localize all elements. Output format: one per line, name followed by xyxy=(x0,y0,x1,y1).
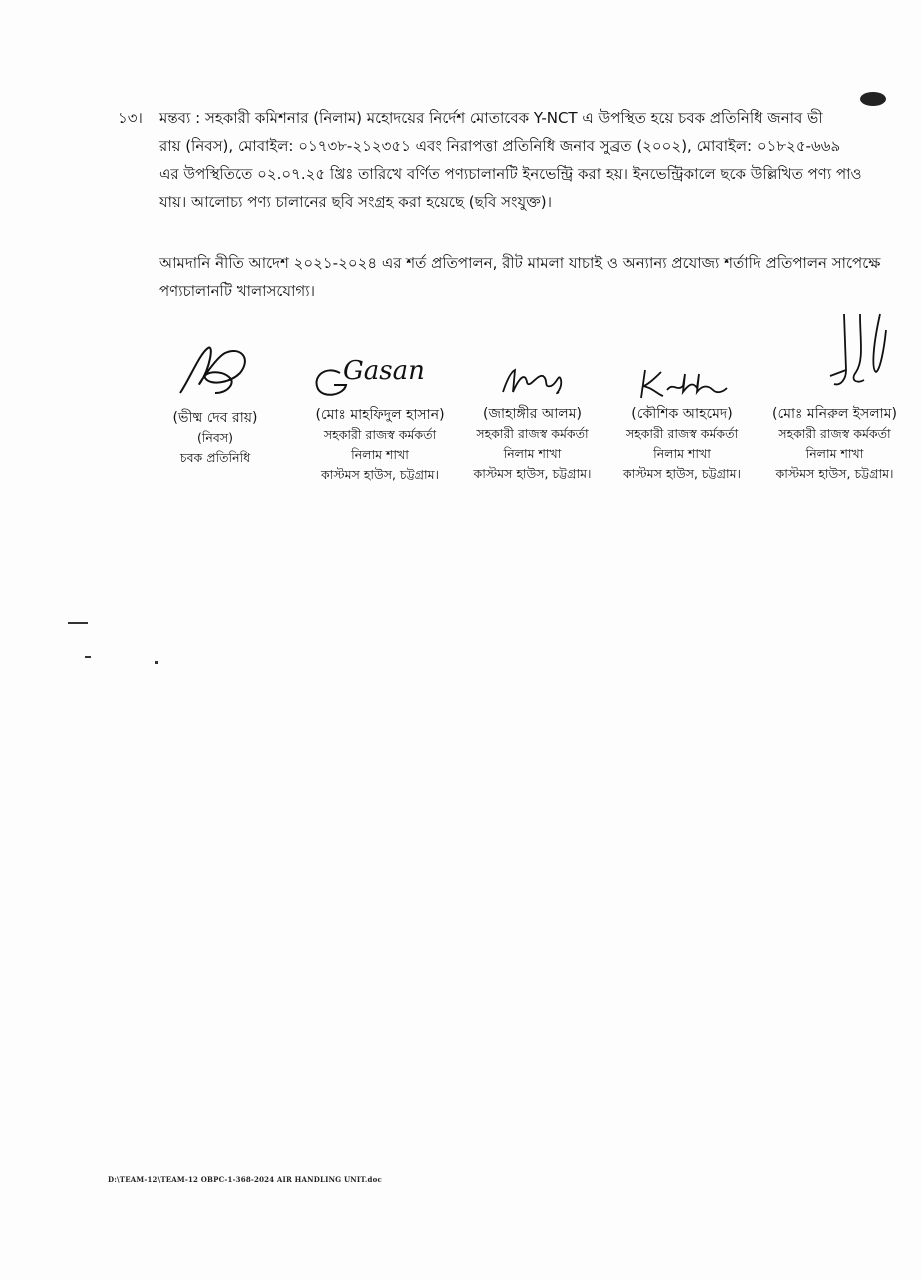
remark-number: ১৩। xyxy=(118,109,143,127)
signatory-2-section: নিলাম শাখা xyxy=(351,447,409,462)
scan-blot xyxy=(860,92,886,106)
signature-block-4 xyxy=(612,362,752,484)
scan-speck xyxy=(68,622,88,624)
signatory-3-office: কাস্টমস হাউস, চট্টগ্রাম। xyxy=(473,466,592,481)
signatory-4-designation: সহকারী রাজস্ব কর্মকর্তা xyxy=(625,426,739,441)
conclusion-line-2: পণ্যচালানটি খালাসযোগ্য। xyxy=(159,282,315,300)
signature-block-3 xyxy=(465,362,600,484)
scan-speck xyxy=(155,661,158,664)
signature-image-3 xyxy=(493,362,573,404)
conclusion-paragraph xyxy=(159,249,899,305)
signature-image-2 xyxy=(305,355,455,405)
signatory-2-office: কাস্টমস হাউস, চট্টগ্রাম। xyxy=(320,467,440,482)
remark-line-2: রায় (নিবস), মোবাইল: ০১৭৩৮-২১২৩৫১ এবং নিরাপত্তা প্রতিনিধি জনাব সুব্রত (২০০২), মোবাইল: ০১৮২৫-৬৬৯ xyxy=(159,137,841,155)
signatory-3-name: (জাহাঙ্গীর আলম) xyxy=(483,406,582,422)
signatory-1-name: (ভীষ্ম দেব রায়) xyxy=(172,410,258,426)
signatory-3-designation: সহকারী রাজস্ব কর্মকর্তা xyxy=(476,426,589,441)
remark-line-4: যায়। আলোচ্য পণ্য চালানের ছবি সংগ্রহ করা হয়েছে (ছবি সংযুক্ত)। xyxy=(159,193,552,211)
conclusion-line-1: আমদানি নীতি আদেশ ২০২১-২০২৪ এর শর্ত প্রতিপালন, রীট মামলা যাচাই ও অন্যান্য প্রযোজ্য শর্তাদি প্রতিপালন সাপেক্ষে xyxy=(159,254,881,272)
signature-image-1 xyxy=(170,338,260,408)
signatory-4-name: (কৌশিক আহমেদ) xyxy=(631,406,733,422)
remark-line-1: মন্তব্য : সহকারী কমিশনার (নিলাম) মহোদয়ের নির্দেশ মোতাবেক Y-NCT এ উপস্থিত হয়ে চবক প্রতিনিধি জনাব ভী xyxy=(159,109,823,127)
signature-block-2 xyxy=(305,355,455,485)
remark-line-3: এর উপস্থিতিতে ০২.০৭.২৫ খ্রিঃ তারিখে বর্ণিত পণ্যচালানটি ইনভেন্ট্রি করা হয়। ইনভেন্ট্রিকালে ছকে উল্লিখিত পণ্য পাও xyxy=(159,165,862,183)
signatory-1-designation: (নিবস) xyxy=(196,430,233,445)
signatory-1-office: চবক প্রতিনিধি xyxy=(179,450,251,465)
signature-image-5 xyxy=(780,310,890,404)
signatory-5-section: নিলাম শাখা xyxy=(805,446,864,461)
signatory-2-name: (মোঃ মাহফিদুল হাসান) xyxy=(315,407,445,423)
signatory-4-section: নিলাম শাখা xyxy=(653,446,711,461)
scan-speck xyxy=(85,656,91,658)
signature-scribble-2: Gasan xyxy=(343,356,425,386)
signature-image-4 xyxy=(627,362,737,404)
signature-block-5 xyxy=(762,310,907,484)
remark-paragraph xyxy=(118,104,898,216)
signatory-4-office: কাস্টমস হাউস, চট্টগ্রাম। xyxy=(622,466,742,481)
signatory-3-section: নিলাম শাখা xyxy=(503,446,562,461)
signatory-5-office: কাস্টমস হাউস, চট্টগ্রাম। xyxy=(775,466,894,481)
signatory-5-designation: সহকারী রাজস্ব কর্মকর্তা xyxy=(778,426,891,441)
footer-file-path: D:\TEAM-12\TEAM-12 OBPC-1-368-2024 AIR HANDLING UNIT.doc xyxy=(108,1175,382,1184)
signature-block-1 xyxy=(155,338,275,468)
signatory-2-designation: সহকারী রাজস্ব কর্মকর্তা xyxy=(323,427,437,442)
signatory-5-name: (মোঃ মনিরুল ইসলাম) xyxy=(772,406,897,422)
